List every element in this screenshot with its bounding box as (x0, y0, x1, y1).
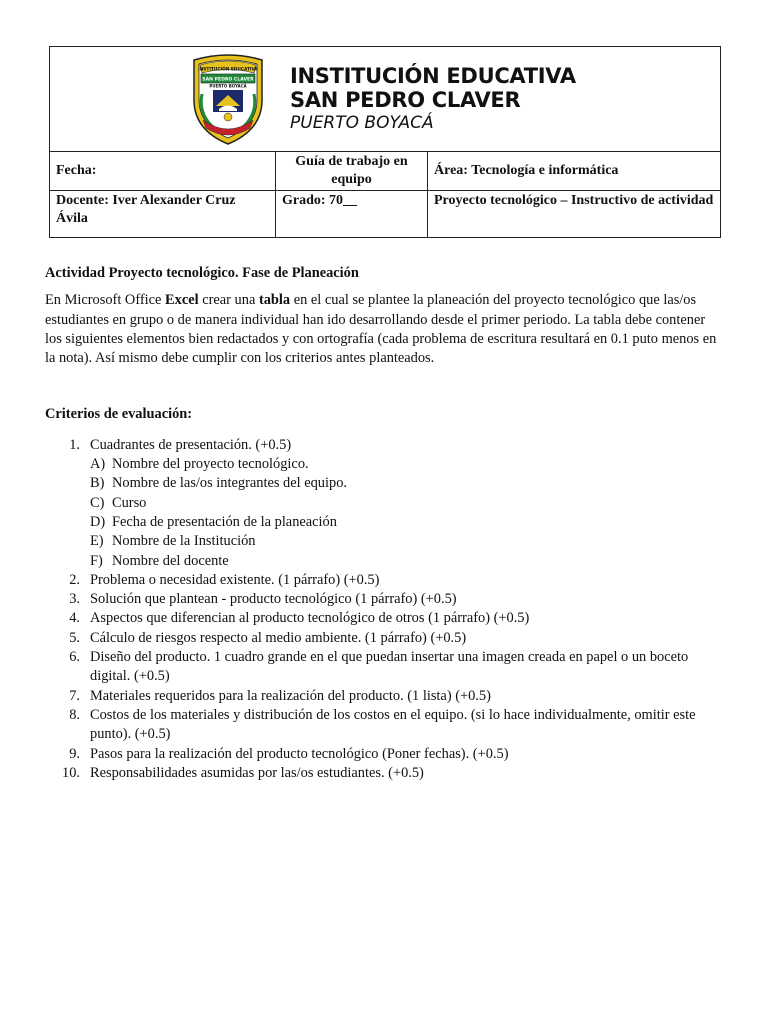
area-cell: Área: Tecnología e informática (428, 152, 721, 191)
criteria-number: 9. (69, 745, 80, 762)
sub-criteria-item (90, 552, 725, 571)
sub-criteria-letter: A) (90, 456, 106, 473)
criteria-text: Responsabilidades asumidas por las/os estudiantes. (+0.5) (90, 764, 424, 781)
criteria-item (45, 571, 725, 590)
paragraph-text-1: En Microsoft Office (45, 292, 166, 309)
activity-title: Actividad Proyecto tecnológico. Fase de Planeación (45, 265, 359, 281)
school-name-line1: INSTITUCIÓN EDUCATIVA (290, 64, 576, 88)
activity-paragraph (45, 291, 725, 368)
sub-criteria-item (90, 494, 725, 513)
criteria-text: Problema o necesidad existente. (1 párrafo) (+0.5) (90, 571, 380, 588)
sub-criteria-text: Nombre de la Institución (112, 533, 256, 550)
criteria-item (45, 706, 725, 745)
sub-criteria-letter: E) (90, 533, 104, 550)
criteria-item (45, 436, 725, 571)
sub-criteria-text: Curso (112, 494, 147, 511)
sub-criteria-text: Nombre del docente (112, 552, 229, 569)
criteria-item (45, 687, 725, 706)
criteria-number: 5. (69, 629, 80, 646)
crest-city-text: PUERTO BOYACÁ (209, 83, 247, 89)
criteria-number: 7. (69, 687, 80, 704)
grado-cell: Grado: 70__ (276, 191, 428, 238)
school-name-block (290, 64, 610, 134)
criteria-text: Cuadrantes de presentación. (+0.5) (90, 436, 292, 453)
crest-banner-text: SAN PEDRO CLAVER (202, 77, 254, 83)
tabla-keyword: tabla (258, 292, 291, 309)
sub-criteria-item (90, 474, 725, 493)
paragraph-text-2: crear una (198, 292, 259, 309)
school-crest-icon (188, 54, 268, 146)
criteria-item (45, 590, 725, 609)
criteria-number: 8. (69, 706, 80, 723)
criteria-item (45, 648, 725, 687)
criteria-text: Diseño del producto. 1 cuadro grande en el que puedan insertar una imagen creada en papel o un boceto digital. (+0.5) (90, 649, 689, 685)
sub-criteria-letter: C) (90, 494, 105, 511)
criteria-text: Aspectos que diferencian al producto tecnológico de otros (1 párrafo) (+0.5) (90, 610, 530, 627)
school-header (188, 54, 592, 146)
docente-cell: Docente: Iver Alexander Cruz Ávila (50, 191, 276, 238)
criteria-item (45, 764, 725, 783)
sub-criteria-text: Nombre de las/os integrantes del equipo. (112, 475, 347, 492)
criteria-number: 4. (69, 610, 80, 627)
criteria-title: Criterios de evaluación: (45, 406, 193, 423)
paragraph-text-3: en el cual se plantee la planeación del proyecto tecnológico que las/os estudiantes en grupo o de manera individual han ido desarrollando desde el primer periodo. La tabla debe contener los siguientes elementos bien redactados y con ortografía (cada problema de escritura resultará en 0.1 puto menos en la nota). Así mismo debe cumplir con los criterios antes planteados. (45, 292, 717, 367)
school-city: PUERTO BOYACÁ (290, 113, 434, 133)
sub-criteria-text: Nombre del proyecto tecnológico. (112, 456, 309, 473)
criteria-text: Costos de los materiales y distribución de los costos en el equipo. (si lo hace individualmente, omitir este punto). (+0.5) (90, 706, 696, 743)
criteria-text: Materiales requeridos para la realización del producto. (1 lista) (+0.5) (90, 687, 491, 704)
criteria-text: Pasos para la realización del producto tecnológico (Poner fechas). (+0.5) (90, 745, 509, 762)
sub-criteria-item (90, 513, 725, 532)
header-logo-cell (50, 47, 721, 152)
criteria-text: Solución que plantean - producto tecnológico (1 párrafo) (+0.5) (90, 591, 457, 608)
criteria-item (45, 745, 725, 764)
sub-criteria-letter: F) (90, 552, 103, 569)
criteria-number: 10. (62, 764, 80, 781)
criteria-number: 2. (69, 571, 80, 588)
sub-criteria-list (90, 455, 725, 571)
sub-criteria-letter: D) (90, 513, 106, 530)
sub-criteria-letter: B) (90, 475, 105, 492)
fecha-cell: Fecha: (50, 152, 276, 191)
proyecto-cell: Proyecto tecnológico – Instructivo de actividad (428, 191, 721, 238)
sub-criteria-item (90, 455, 725, 474)
document-body (45, 264, 725, 783)
criteria-number: 3. (69, 591, 80, 608)
crest-ribbon-text: INSTITUCIÓN EDUCATIVA (198, 67, 258, 73)
guia-cell: Guía de trabajo en equipo (276, 152, 428, 191)
excel-keyword: Excel (165, 292, 199, 309)
criteria-item (45, 629, 725, 648)
sub-criteria-item (90, 532, 725, 551)
criteria-number: 1. (69, 436, 80, 453)
header-table (49, 46, 721, 238)
criteria-list (45, 436, 725, 783)
criteria-number: 6. (69, 649, 80, 666)
criteria-text: Cálculo de riesgos respecto al medio ambiente. (1 párrafo) (+0.5) (90, 629, 467, 646)
criteria-item (45, 609, 725, 628)
sub-criteria-text: Fecha de presentación de la planeación (112, 513, 337, 530)
school-name-line2: SAN PEDRO CLAVER (290, 88, 521, 112)
